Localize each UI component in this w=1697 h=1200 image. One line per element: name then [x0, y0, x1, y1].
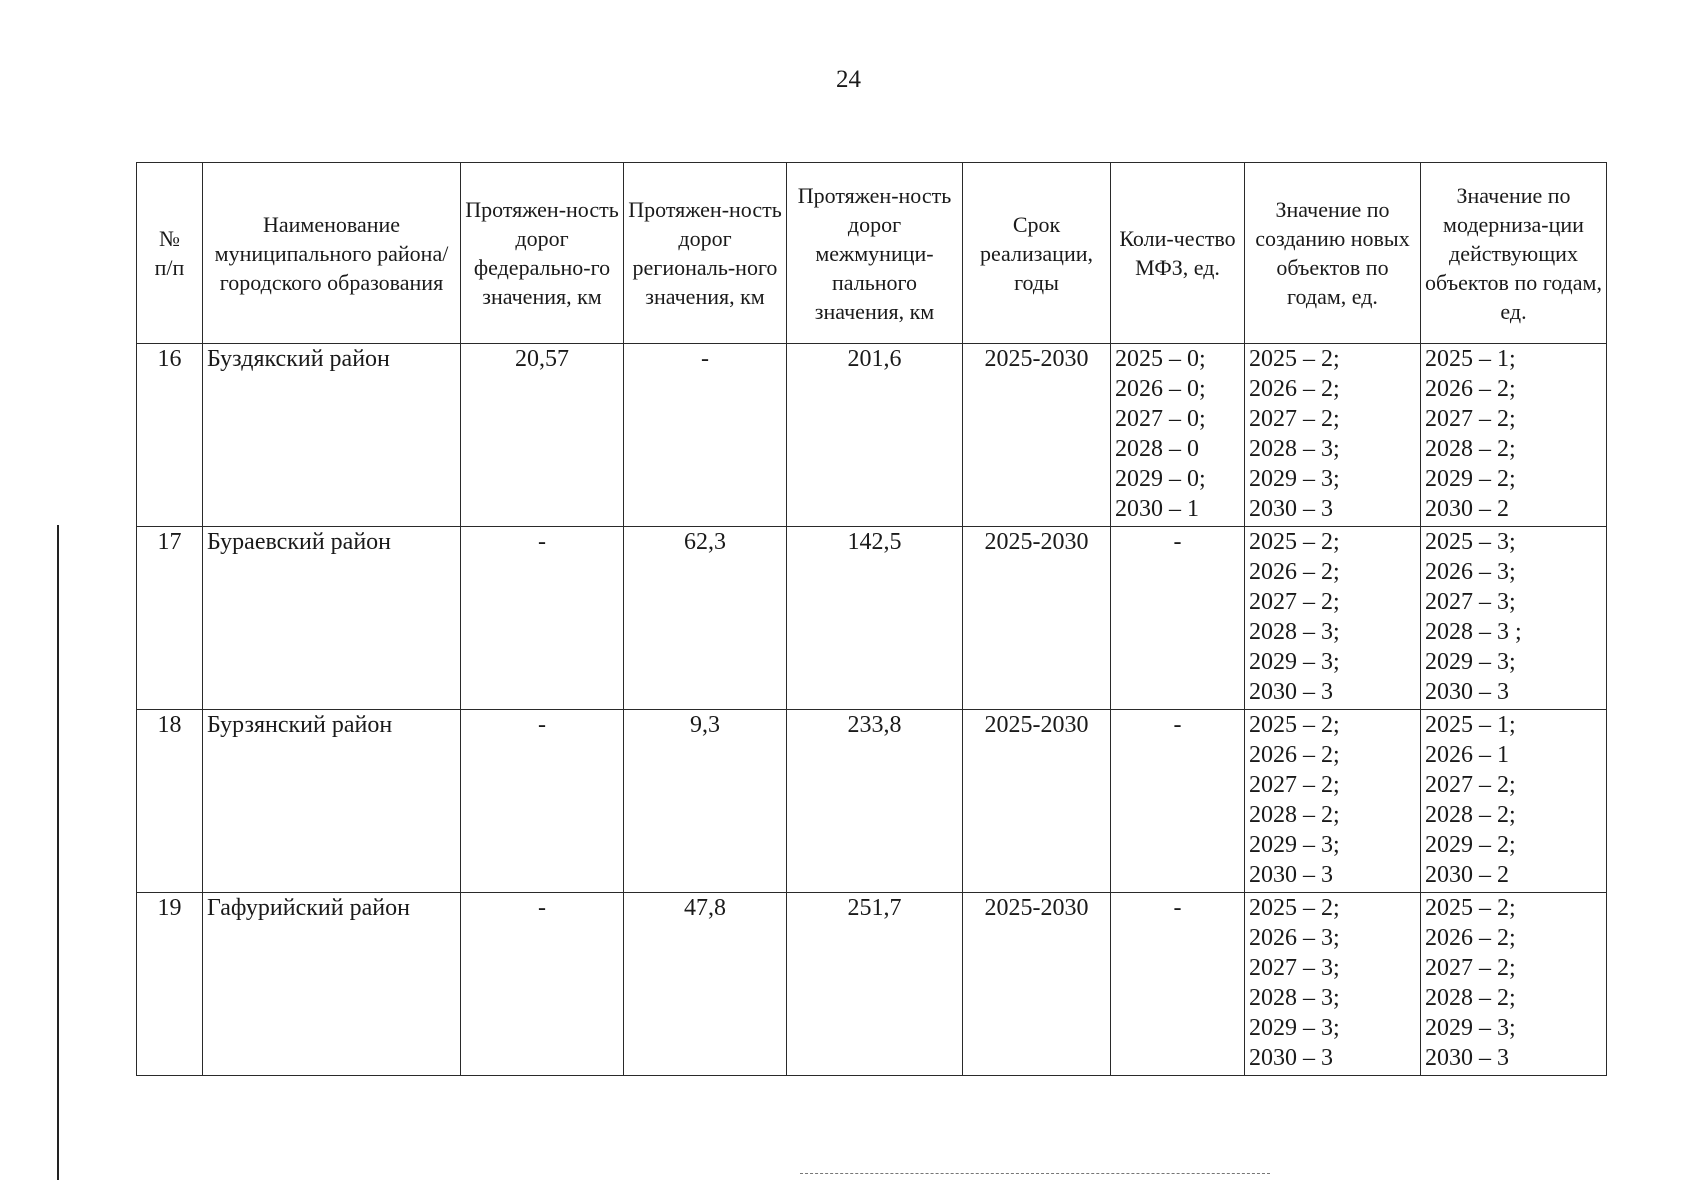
year-value-line: 2027 – 2; [1249, 406, 1340, 432]
year-value-line: 2029 – 3; [1249, 649, 1340, 675]
year-value-line: 2025 – 2; [1249, 895, 1340, 921]
year-value-line: - [1173, 529, 1182, 555]
intermunicipal-roads-cell: 201,6 [787, 344, 963, 527]
year-value-line: 2025 – 2; [1249, 346, 1340, 372]
year-value-line: 2026 – 2; [1425, 376, 1516, 402]
new-objects-cell [1245, 344, 1421, 527]
district-name-cell: Бураевский район [203, 527, 461, 710]
district-name-cell: Гафурийский район [203, 893, 461, 1076]
year-value-line: 2027 – 3; [1425, 589, 1516, 615]
year-value-line: 2028 – 3; [1249, 436, 1340, 462]
year-value-line: 2027 – 2; [1425, 955, 1516, 981]
year-value-line: 2029 – 3; [1249, 466, 1340, 492]
year-value-line: 2025 – 1; [1425, 346, 1516, 372]
intermunicipal-roads-cell: 251,7 [787, 893, 963, 1076]
year-value-line: 2025 – 0; [1115, 346, 1206, 372]
page-number: 24 [836, 66, 861, 93]
year-value-line: 2029 – 3; [1249, 832, 1340, 858]
regional-roads-cell: 47,8 [624, 893, 787, 1076]
row-number-cell: 19 [137, 893, 203, 1076]
modernization-cell [1421, 710, 1607, 893]
federal-roads-cell: - [461, 893, 624, 1076]
regional-roads-cell: 62,3 [624, 527, 787, 710]
year-value-line: 2029 – 3; [1249, 1015, 1340, 1041]
mfz-cell [1111, 893, 1245, 1076]
year-value-line: 2030 – 3 [1249, 679, 1333, 705]
mfz-cell [1111, 710, 1245, 893]
year-value-line: - [1173, 712, 1182, 738]
year-value-line: 2025 – 2; [1249, 529, 1340, 555]
row-number-cell: 16 [137, 344, 203, 527]
header-cell-regional: Протяжен-ность дорог региональ-ного значения, км [624, 163, 787, 344]
regional-roads-cell: 9,3 [624, 710, 787, 893]
year-value-line: 2028 – 2; [1425, 802, 1516, 828]
table-row [137, 527, 1607, 710]
header-cell-name: Наименование муниципального района/городского образования [203, 163, 461, 344]
year-value-line: 2027 – 2; [1425, 772, 1516, 798]
header-cell-intermunicipal: Протяжен-ность дорог межмуници-пального значения, км [787, 163, 963, 344]
modernization-cell [1421, 527, 1607, 710]
header-cell-mfz: Коли-чество МФЗ, ед. [1111, 163, 1245, 344]
year-value-line: 2025 – 2; [1249, 712, 1340, 738]
table-row [137, 893, 1607, 1076]
row-number-cell: 17 [137, 527, 203, 710]
year-value-line: 2026 – 3; [1249, 925, 1340, 951]
header-cell-new-objects: Значение по созданию новых объектов по годам, ед. [1245, 163, 1421, 344]
modernization-cell [1421, 893, 1607, 1076]
year-value-line: 2030 – 3 [1249, 1045, 1333, 1071]
year-value-line: 2026 – 1 [1425, 742, 1509, 768]
year-value-line: 2028 – 3; [1249, 619, 1340, 645]
district-name-cell: Буздякский район [203, 344, 461, 527]
roads-table [136, 162, 1607, 1076]
year-value-line: 2028 – 0 [1115, 436, 1199, 462]
year-value-line: 2026 – 2; [1249, 376, 1340, 402]
year-value-line: 2030 – 3 [1249, 862, 1333, 888]
scan-artifact-line [800, 1173, 1270, 1176]
new-objects-cell [1245, 527, 1421, 710]
year-value-line: 2029 – 0; [1115, 466, 1206, 492]
year-value-line: 2028 – 2; [1249, 802, 1340, 828]
federal-roads-cell: 20,57 [461, 344, 624, 527]
period-cell: 2025-2030 [963, 344, 1111, 527]
district-name-cell: Бурзянский район [203, 710, 461, 893]
year-value-line: 2026 – 2; [1425, 925, 1516, 951]
year-value-line: 2027 – 2; [1425, 406, 1516, 432]
year-value-line: 2029 – 3; [1425, 1015, 1516, 1041]
period-cell: 2025-2030 [963, 527, 1111, 710]
year-value-line: 2028 – 2; [1425, 985, 1516, 1011]
year-value-line: 2028 – 2; [1425, 436, 1516, 462]
margin-rule [57, 525, 59, 1180]
federal-roads-cell: - [461, 527, 624, 710]
year-value-line: 2029 – 3; [1425, 649, 1516, 675]
year-value-line: 2029 – 2; [1425, 466, 1516, 492]
year-value-line: 2027 – 2; [1249, 772, 1340, 798]
year-value-line: 2030 – 3 [1249, 496, 1333, 522]
federal-roads-cell: - [461, 710, 624, 893]
header-cell-federal: Протяжен-ность дорог федерально-го значения, км [461, 163, 624, 344]
header-cell-modernization: Значение по модерниза-ции действующих объектов по годам, ед. [1421, 163, 1607, 344]
year-value-line: 2027 – 2; [1249, 589, 1340, 615]
table-row [137, 710, 1607, 893]
year-value-line: 2030 – 2 [1425, 862, 1509, 888]
row-number-cell: 18 [137, 710, 203, 893]
period-cell: 2025-2030 [963, 710, 1111, 893]
modernization-cell [1421, 344, 1607, 527]
year-value-line: 2028 – 3 ; [1425, 619, 1522, 645]
year-value-line: 2025 – 2; [1425, 895, 1516, 921]
year-value-line: - [1173, 895, 1182, 921]
year-value-line: 2026 – 2; [1249, 559, 1340, 585]
year-value-line: 2028 – 3; [1249, 985, 1340, 1011]
year-value-line: 2027 – 0; [1115, 406, 1206, 432]
year-value-line: 2026 – 3; [1425, 559, 1516, 585]
mfz-cell [1111, 527, 1245, 710]
intermunicipal-roads-cell: 142,5 [787, 527, 963, 710]
header-cell-num: № п/п [137, 163, 203, 344]
year-value-line: 2025 – 1; [1425, 712, 1516, 738]
new-objects-cell [1245, 893, 1421, 1076]
year-value-line: 2030 – 3 [1425, 679, 1509, 705]
regional-roads-cell: - [624, 344, 787, 527]
year-value-line: 2030 – 1 [1115, 496, 1199, 522]
year-value-line: 2026 – 0; [1115, 376, 1206, 402]
year-value-line: 2027 – 3; [1249, 955, 1340, 981]
table-row [137, 344, 1607, 527]
year-value-line: 2030 – 2 [1425, 496, 1509, 522]
table-header-row [137, 163, 1607, 344]
year-value-line: 2029 – 2; [1425, 832, 1516, 858]
year-value-line: 2026 – 2; [1249, 742, 1340, 768]
year-value-line: 2025 – 3; [1425, 529, 1516, 555]
intermunicipal-roads-cell: 233,8 [787, 710, 963, 893]
mfz-cell [1111, 344, 1245, 527]
new-objects-cell [1245, 710, 1421, 893]
header-cell-period: Срок реализации, годы [963, 163, 1111, 344]
period-cell: 2025-2030 [963, 893, 1111, 1076]
year-value-line: 2030 – 3 [1425, 1045, 1509, 1071]
